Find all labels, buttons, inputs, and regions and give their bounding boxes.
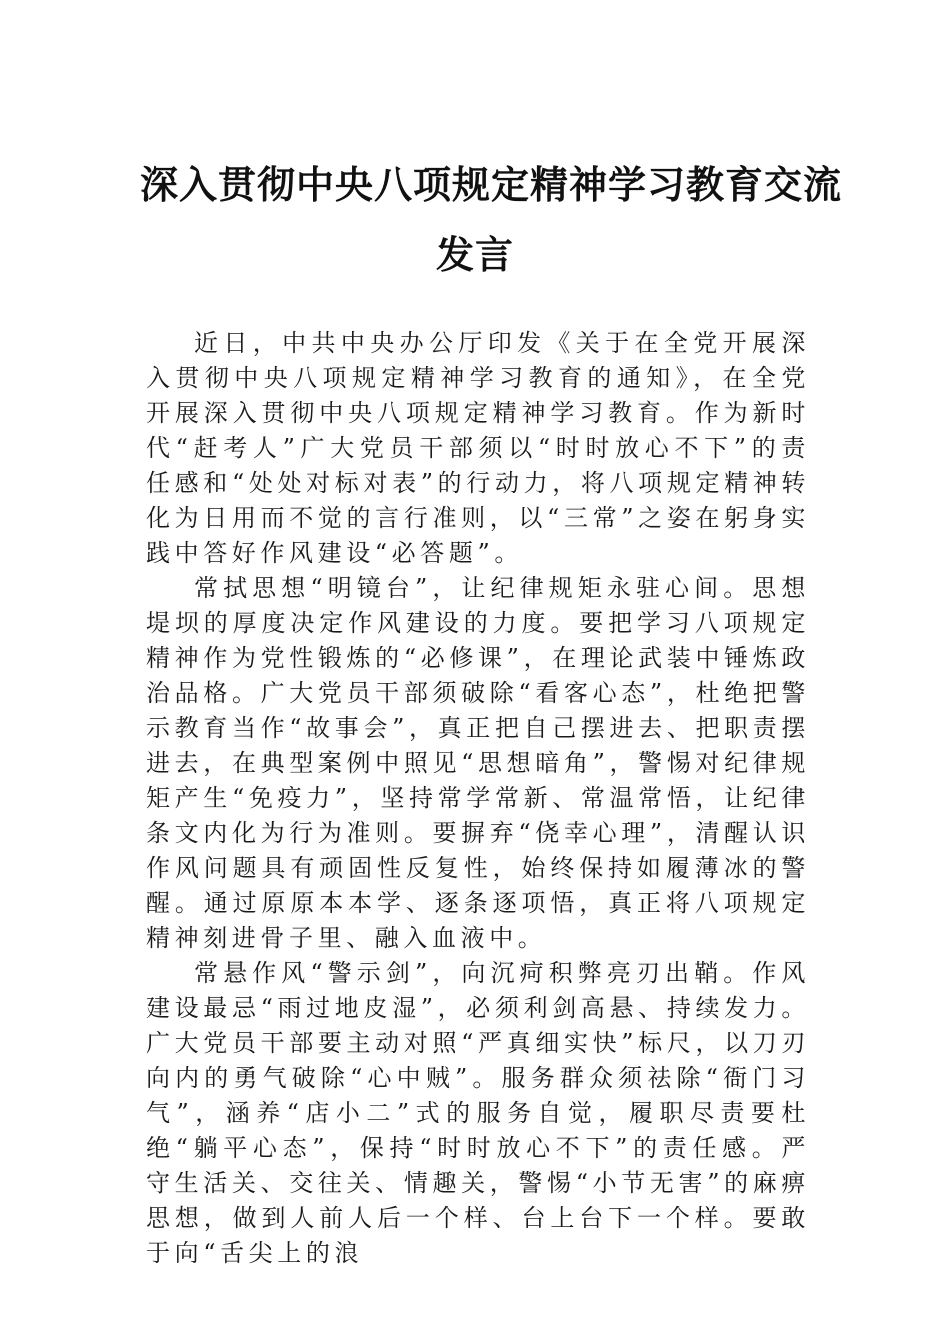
paragraph-mirror: 常拭思想“明镜台”，让纪律规矩永驻心间。思想堤坝的厚度决定作风建设的力度。要把学习八项规定精神作为党性锻炼的“必修课”，在理论武装中锤炼政治品格。广大党员干部须破除“看客心态”，杜绝把警示教育当作“故事会”，真正把自己摆进去、把职责摆进去，在典型案例中照见“思想暗角”，警惕对纪律规矩产生“免疫力”，坚持常学常新、常温常悟，让纪律条文内化为行为准则。要摒弃“侥幸心理”，清醒认识作风问题具有顽固性反复性，始终保持如履薄冰的警醒。通过原原本本学、逐条逐项悟，真正将八项规定精神刻进骨子里、融入血液中。 [146, 574, 810, 952]
paragraph-intro: 近日，中共中央办公厅印发《关于在全党开展深入贯彻中央八项规定精神学习教育的通知》，在全党开展深入贯彻中央八项规定精神学习教育。作为新时代“赶考人”广大党员干部须以“时时放心不下”的责任感和“处处对标对表”的行动力，将八项规定精神转化为日用而不觉的言行准则，以“三常”之姿在躬身实践中答好作风建设“必答题”。 [146, 329, 810, 567]
document-title-line-1: 深入贯彻中央八项规定精神学习教育交流 [140, 162, 843, 207]
document-body [146, 326, 810, 1271]
document-title-line-2: 发言 [435, 232, 514, 277]
paragraph-sword: 常悬作风“警示剑”，向沉疴积弊亮刃出鞘。作风建设最忌“雨过地皮湿”，必须利剑高悬、持续发力。广大党员干部要主动对照“严真细实快”标尺，以刀刃向内的勇气破除“心中贼”。服务群众须祛除“衙门习气”，涵养“店小二”式的服务自觉，履职尽责要杜绝“躺平心态”，保持“时时放心不下”的责任感。严守生活关、交往关、情趣关，警惕“小节无害”的麻痹思想，做到人前人后一个样、台上台下一个样。要敢于向“舌尖上的浪 [146, 959, 810, 1267]
